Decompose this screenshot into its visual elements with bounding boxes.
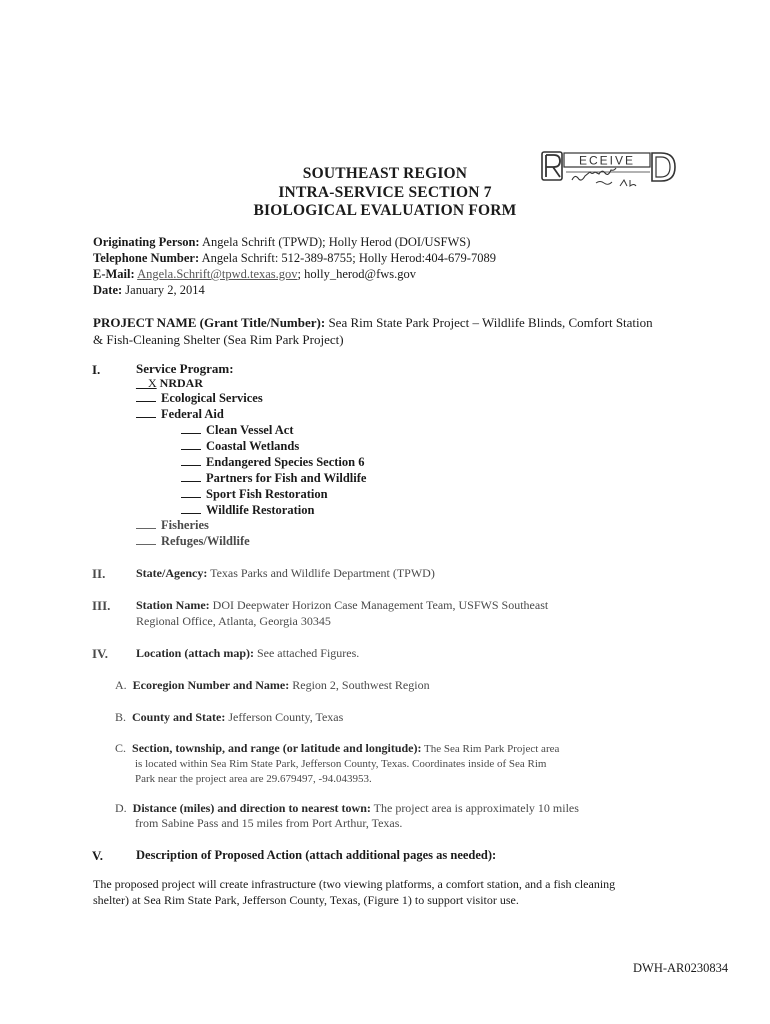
checkbox-blank	[181, 504, 201, 514]
subsection-c-letter: C.	[115, 741, 127, 755]
subsection-b-letter: B.	[115, 710, 127, 724]
option-label: Clean Vessel Act	[206, 423, 294, 437]
distance-line2: from Sabine Pass and 15 miles from Port Arthur, Texas.	[135, 816, 403, 830]
section-2-number: II.	[92, 566, 106, 581]
section-4-number: IV.	[92, 646, 109, 661]
location-label: Location (attach map):	[136, 646, 254, 660]
section-1-number: I.	[92, 362, 101, 377]
coordinates-line3: Park near the project area are 29.679497, -94.043953.	[135, 773, 372, 785]
option-endangered-species[interactable]	[181, 455, 364, 470]
station-name-label: Station Name:	[136, 598, 210, 612]
telephone-number	[93, 251, 496, 266]
option-label: Refuges/Wildlife	[161, 534, 250, 548]
option-label: Fisheries	[161, 518, 209, 532]
option-partners-fish-wildlife[interactable]	[181, 471, 366, 486]
proposed-action-paragraph: The proposed project will create infrastructure (two viewing platforms, a comfort station, and a fish cleaning shelter) at Sea Rim State Park, Jefferson County, Texas, (Figure 1) to support visitor use.	[93, 877, 616, 907]
email-label: E-Mail:	[93, 267, 135, 281]
telephone-label: Telephone Number:	[93, 251, 200, 265]
date-label: Date:	[93, 283, 123, 297]
checkbox-blank	[136, 535, 156, 545]
option-label: Federal Aid	[161, 407, 224, 421]
section-2-state-agency	[136, 566, 435, 581]
subsection-d-letter: D.	[115, 801, 127, 815]
option-label: Coastal Wetlands	[206, 439, 300, 453]
county-state-value: Jefferson County, Texas	[225, 710, 344, 724]
section-1-heading: Service Program:	[136, 361, 234, 376]
option-wildlife-restoration[interactable]	[181, 503, 314, 518]
telephone-value: Angela Schrift: 512-389-8755; Holly Herod:404-679-7089	[199, 251, 496, 265]
option-ecological-services[interactable]	[136, 391, 263, 406]
option-refuges-wildlife[interactable]	[136, 534, 250, 549]
state-agency-value: Texas Parks and Wildlife Department (TPWD)	[207, 566, 435, 580]
section-5-heading: Description of Proposed Action (attach additional pages as needed):	[136, 848, 497, 862]
received-stamp	[536, 150, 678, 196]
section-4-location	[136, 646, 359, 661]
option-federal-aid[interactable]	[136, 407, 224, 422]
option-fisheries[interactable]	[136, 518, 209, 533]
option-label: Partners for Fish and Wildlife	[206, 471, 367, 485]
station-name-value: DOI Deepwater Horizon Case Management Team, USFWS Southeast	[209, 598, 549, 612]
option-label: Endangered Species Section 6	[206, 455, 365, 469]
option-label: Ecological Services	[161, 391, 263, 405]
originating-value: Angela Schrift (TPWD); Holly Herod (DOI/USFWS)	[199, 235, 471, 249]
subsection-d	[115, 801, 675, 831]
coordinates-line2: is located within Sea Rim State Park, Jefferson County, Texas. Coordinates inside of Sea Rim	[135, 758, 547, 770]
subsection-a-letter: A.	[115, 678, 127, 692]
subsection-b	[115, 710, 675, 725]
svg-text:ECEIVE: ECEIVE	[578, 153, 636, 168]
option-sport-fish-restoration[interactable]	[181, 487, 328, 502]
project-name	[93, 314, 653, 348]
email-link[interactable]: Angela.Schrift@tpwd.texas.gov	[137, 267, 298, 281]
ecoregion-value: Region 2, Southwest Region	[289, 678, 430, 692]
title-line-1: SOUTHEAST REGION	[302, 165, 468, 182]
option-nrdar[interactable]: __X NRDAR	[136, 376, 204, 390]
originating-person	[93, 235, 470, 250]
checkbox-blank	[181, 440, 201, 450]
subsection-c	[115, 741, 675, 787]
subsection-a	[115, 678, 675, 693]
state-agency-label: State/Agency:	[136, 566, 208, 580]
option-label: NRDAR	[159, 376, 204, 390]
checkbox-blank	[136, 519, 156, 529]
checkbox-blank	[136, 408, 156, 418]
originating-label: Originating Person:	[93, 235, 200, 249]
checkbox-blank	[181, 456, 201, 466]
section-5-number: V.	[92, 848, 103, 863]
distance-value: The project area is approximately 10 miles	[370, 801, 579, 815]
option-clean-vessel-act[interactable]	[181, 423, 294, 438]
section-3-station-name	[136, 598, 548, 613]
email-rest: ; holly_herod@fws.gov	[297, 267, 416, 281]
title-line-2: INTRA-SERVICE SECTION 7	[278, 184, 492, 201]
station-name-line2: Regional Office, Atlanta, Georgia 30345	[136, 614, 331, 628]
document-id: DWH-AR0230834	[633, 961, 729, 975]
coordinates-label: Section, township, and range (or latitude and longitude):	[132, 741, 422, 755]
coordinates-value: The Sea Rim Park Project area	[421, 743, 560, 755]
checkbox-blank	[181, 472, 201, 482]
email	[93, 267, 416, 282]
location-value: See attached Figures.	[253, 646, 360, 660]
section-3-number: III.	[92, 598, 111, 613]
distance-label: Distance (miles) and direction to nearest town:	[132, 801, 371, 815]
checked-mark: X	[148, 376, 157, 390]
project-name-label: PROJECT NAME (Grant Title/Number):	[93, 315, 326, 330]
date	[93, 283, 205, 298]
option-label: Sport Fish Restoration	[206, 487, 328, 501]
title-line-3: BIOLOGICAL EVALUATION FORM	[253, 202, 517, 219]
county-state-label: County and State:	[132, 710, 226, 724]
checkbox-blank	[181, 488, 201, 498]
date-value: January 2, 2014	[122, 283, 205, 297]
ecoregion-label: Ecoregion Number and Name:	[132, 678, 290, 692]
option-coastal-wetlands[interactable]	[181, 439, 299, 454]
checkbox-blank	[136, 392, 156, 402]
option-label: Wildlife Restoration	[206, 503, 315, 517]
checkbox-blank	[181, 424, 201, 434]
project-name-value: Sea Rim State Park Project – Wildlife Blinds, Comfort Station & Fish-Cleaning Shelter (Sea Rim Park Project)	[93, 315, 653, 347]
